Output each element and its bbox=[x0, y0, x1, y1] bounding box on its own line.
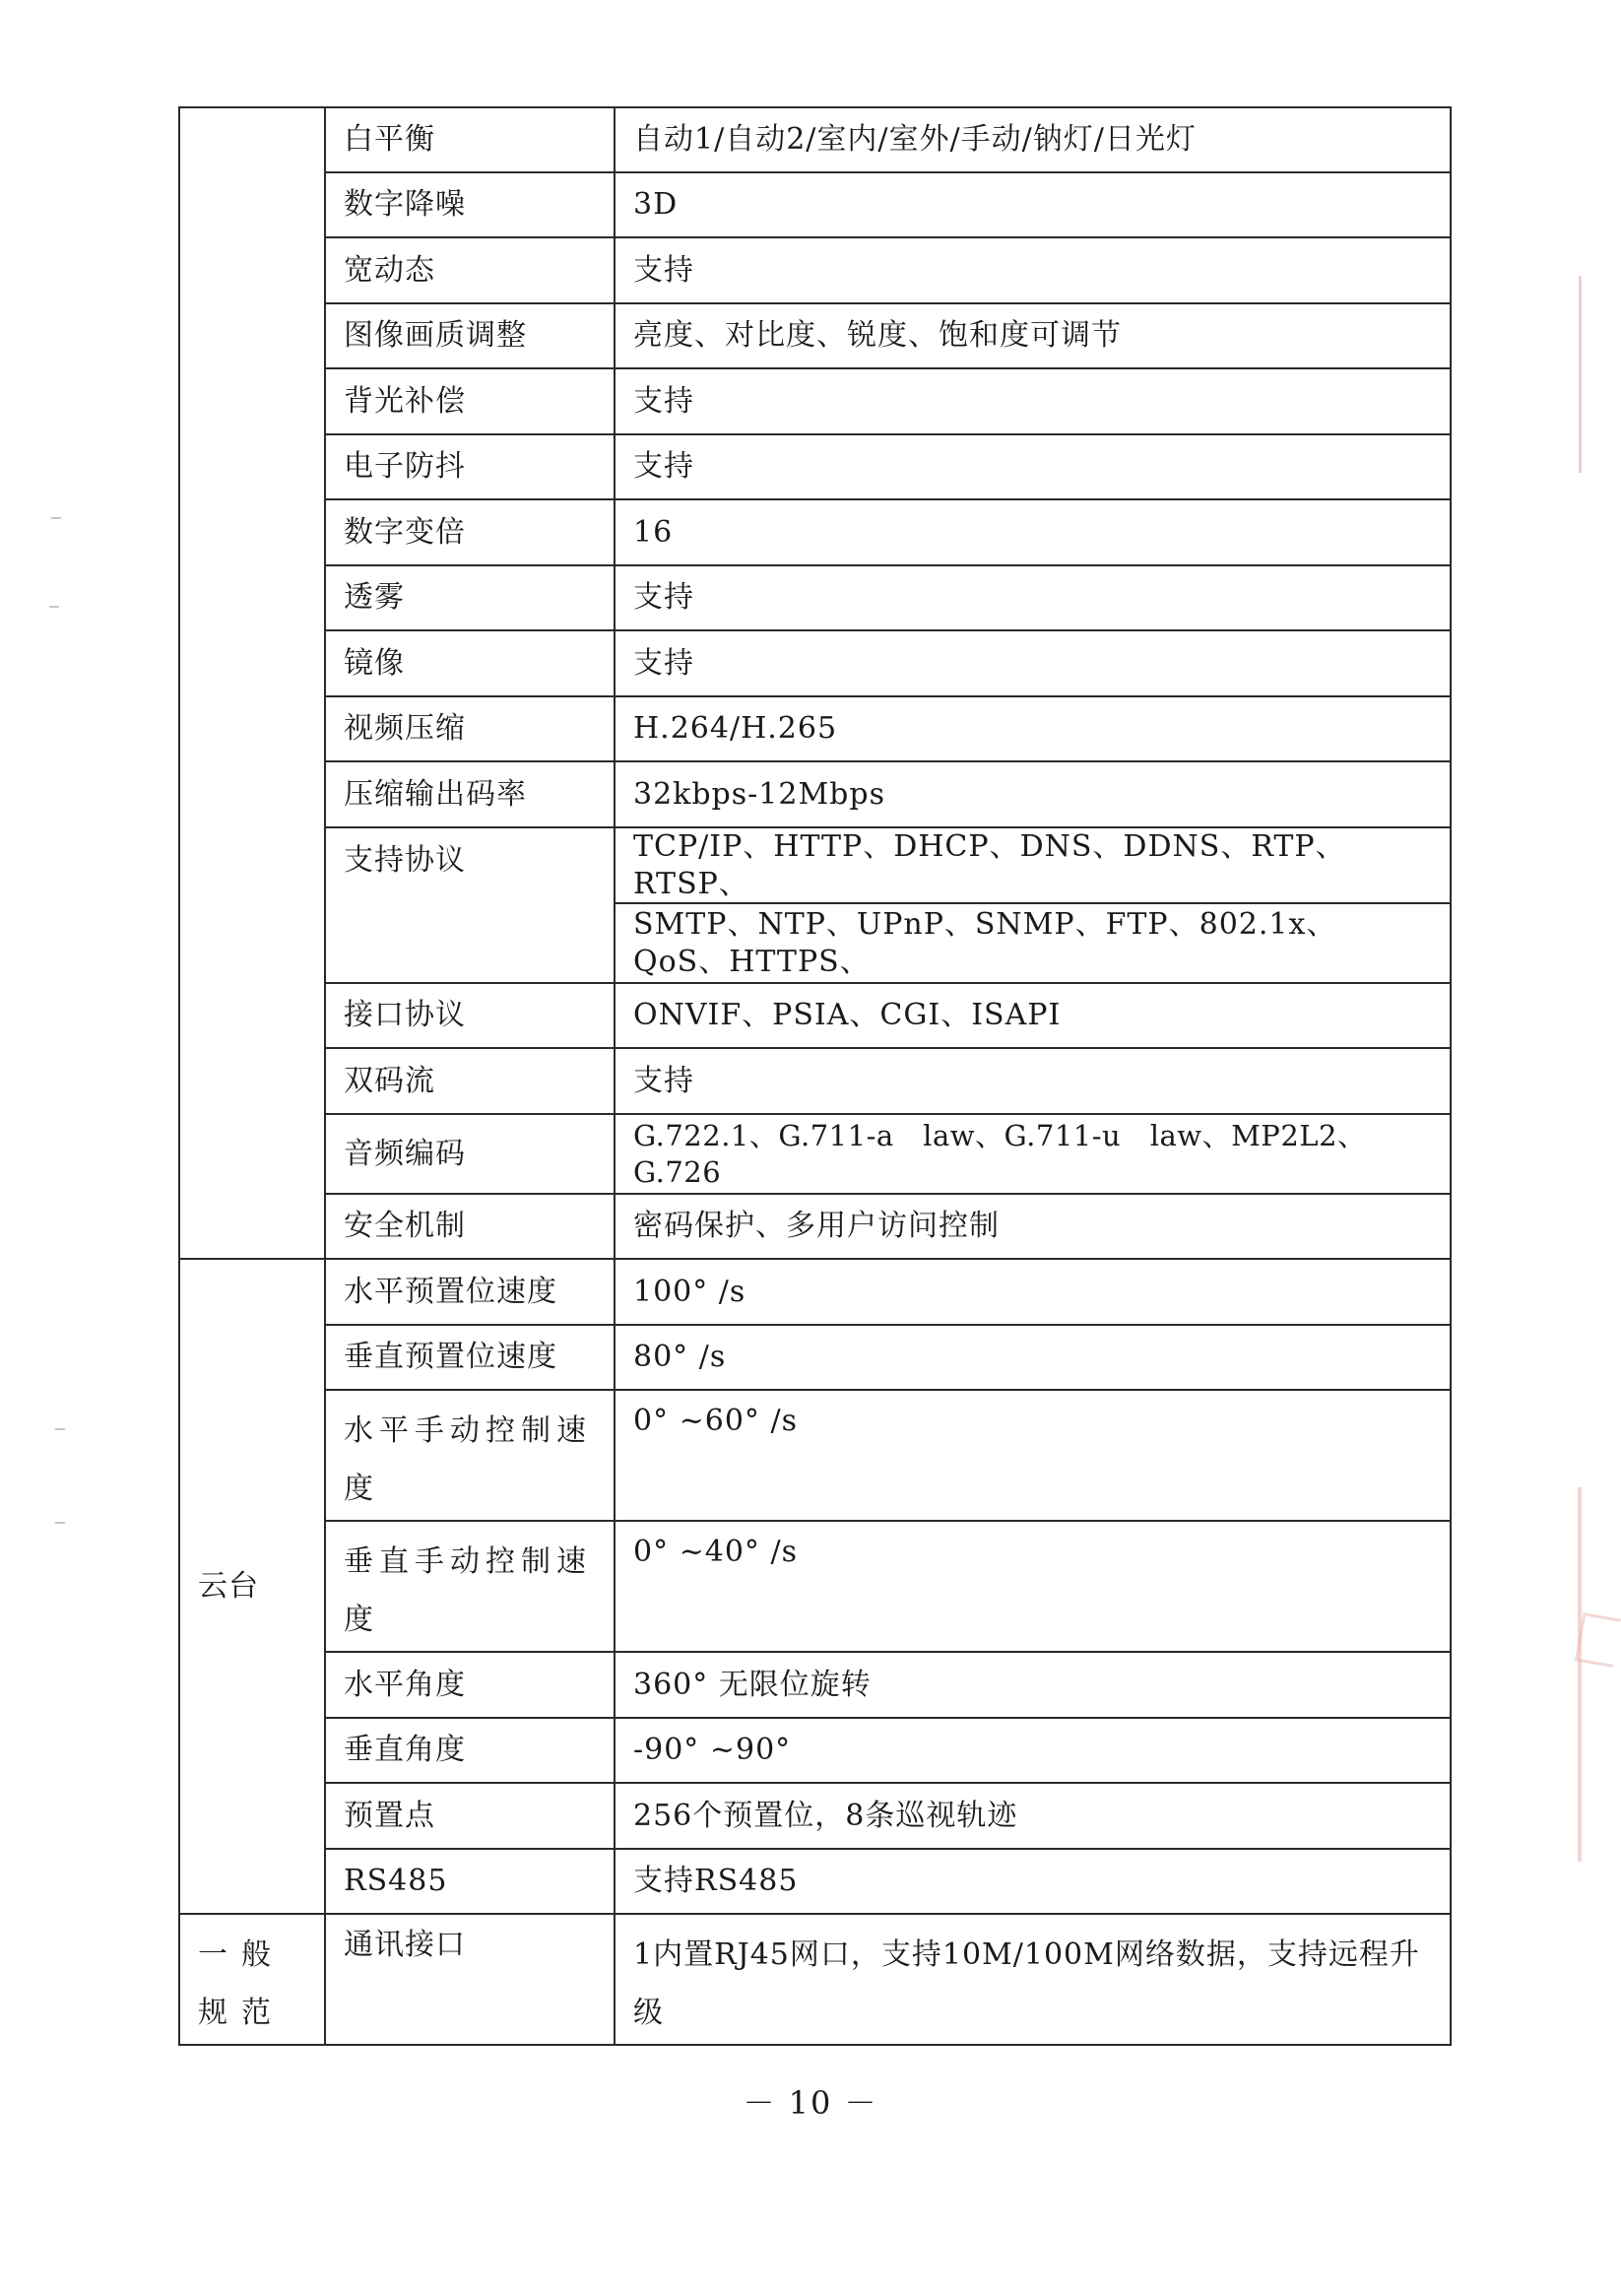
param-cell: 水平角度 bbox=[325, 1652, 615, 1718]
scan-speck bbox=[49, 606, 59, 608]
spec-table bbox=[178, 106, 1452, 2046]
table-row bbox=[179, 696, 1451, 761]
value-cell: 0° ~40° /s bbox=[615, 1521, 1451, 1652]
table-row bbox=[179, 107, 1451, 172]
seal-fragment-top bbox=[1579, 276, 1621, 473]
value-cell: 1内置RJ45网口，支持10M/100M网络数据，支持远程升级 bbox=[615, 1914, 1451, 2045]
param-cell: 预置点 bbox=[325, 1783, 615, 1849]
param-cell: 图像画质调整 bbox=[325, 303, 615, 368]
value-cell: G.722.1、G.711-a law、G.711-u law、MP2L2、G.726 bbox=[615, 1114, 1451, 1194]
param-cell: 镜像 bbox=[325, 630, 615, 696]
value-cell: -90° ~90° bbox=[615, 1718, 1451, 1783]
param-cell: 压缩输出码率 bbox=[325, 761, 615, 827]
param-cell: 垂直角度 bbox=[325, 1718, 615, 1783]
value-cell: H.264/H.265 bbox=[615, 696, 1451, 761]
value-cell: 支持 bbox=[615, 434, 1451, 499]
table-row bbox=[179, 499, 1451, 565]
table-row bbox=[179, 1783, 1451, 1849]
param-cell: 通讯接口 bbox=[325, 1914, 615, 2045]
table-row bbox=[179, 1718, 1451, 1783]
table-row bbox=[179, 368, 1451, 434]
table-row bbox=[179, 237, 1451, 303]
value-cell: 支持 bbox=[615, 630, 1451, 696]
param-cell: 水平手动控制速度 bbox=[325, 1390, 615, 1521]
table-row bbox=[179, 983, 1451, 1048]
param-cell: 视频压缩 bbox=[325, 696, 615, 761]
value-cell: ONVIF、PSIA、CGI、ISAPI bbox=[615, 983, 1451, 1048]
table-row bbox=[179, 1521, 1451, 1652]
value-cell: 360° 无限位旋转 bbox=[615, 1652, 1451, 1718]
value-cell: 32kbps-12Mbps bbox=[615, 761, 1451, 827]
table-row bbox=[179, 1048, 1451, 1114]
value-cell: 自动1/自动2/室内/室外/手动/钠灯/日光灯 bbox=[615, 107, 1451, 172]
scan-speck bbox=[55, 1522, 65, 1524]
param-cell: 白平衡 bbox=[325, 107, 615, 172]
table-row bbox=[179, 1259, 1451, 1325]
table-row bbox=[179, 303, 1451, 368]
param-cell: RS485 bbox=[325, 1849, 615, 1914]
value-cell: 支持 bbox=[615, 237, 1451, 303]
param-cell: 数字变倍 bbox=[325, 499, 615, 565]
param-cell: 垂直手动控制速度 bbox=[325, 1521, 615, 1652]
table-row bbox=[179, 1325, 1451, 1390]
param-cell: 支持协议 bbox=[325, 827, 615, 983]
param-cell: 双码流 bbox=[325, 1048, 615, 1114]
param-cell: 音频编码 bbox=[325, 1114, 615, 1194]
group-cell-empty bbox=[179, 107, 325, 1259]
value-cell: 支持 bbox=[615, 368, 1451, 434]
table-row bbox=[179, 434, 1451, 499]
value-cell: 16 bbox=[615, 499, 1451, 565]
value-cell: 支持 bbox=[615, 1048, 1451, 1114]
group-cell-ptz: 云台 bbox=[179, 1259, 325, 1914]
table-row bbox=[179, 761, 1451, 827]
table-row bbox=[179, 827, 1451, 903]
value-cell: 3D bbox=[615, 172, 1451, 237]
value-cell: TCP/IP、HTTP、DHCP、DNS、DDNS、RTP、RTSP、 bbox=[615, 827, 1451, 903]
param-cell: 水平预置位速度 bbox=[325, 1259, 615, 1325]
table-row bbox=[179, 1390, 1451, 1521]
table-row bbox=[179, 1914, 1451, 2045]
table-row bbox=[179, 565, 1451, 630]
table-row bbox=[179, 1194, 1451, 1259]
param-cell: 垂直预置位速度 bbox=[325, 1325, 615, 1390]
group-cell-general: 一般规范 bbox=[179, 1914, 325, 2045]
value-cell: 0° ~60° /s bbox=[615, 1390, 1451, 1521]
value-cell: 100° /s bbox=[615, 1259, 1451, 1325]
param-cell: 透雾 bbox=[325, 565, 615, 630]
param-cell: 宽动态 bbox=[325, 237, 615, 303]
page-number: － 10 － bbox=[743, 2084, 878, 2122]
scan-speck bbox=[51, 517, 61, 519]
value-cell: 亮度、对比度、锐度、饱和度可调节 bbox=[615, 303, 1451, 368]
param-cell: 数字降噪 bbox=[325, 172, 615, 237]
value-cell: 支持RS485 bbox=[615, 1849, 1451, 1914]
param-cell: 接口协议 bbox=[325, 983, 615, 1048]
scan-speck bbox=[55, 1428, 65, 1430]
value-cell: 支持 bbox=[615, 565, 1451, 630]
seal-fragment-bottom bbox=[1578, 1487, 1621, 1862]
value-cell: 密码保护、多用户访问控制 bbox=[615, 1194, 1451, 1259]
table-row bbox=[179, 1849, 1451, 1914]
value-cell: 256个预置位，8条巡视轨迹 bbox=[615, 1783, 1451, 1849]
table-row bbox=[179, 630, 1451, 696]
value-cell: 80° /s bbox=[615, 1325, 1451, 1390]
param-cell: 安全机制 bbox=[325, 1194, 615, 1259]
param-cell: 电子防抖 bbox=[325, 434, 615, 499]
value-cell-continued: SMTP、NTP、UPnP、SNMP、FTP、802.1x、QoS、HTTPS、 bbox=[615, 903, 1451, 983]
table-row bbox=[179, 172, 1451, 237]
table-row bbox=[179, 1652, 1451, 1718]
table-row bbox=[179, 1114, 1451, 1194]
param-cell: 背光补偿 bbox=[325, 368, 615, 434]
